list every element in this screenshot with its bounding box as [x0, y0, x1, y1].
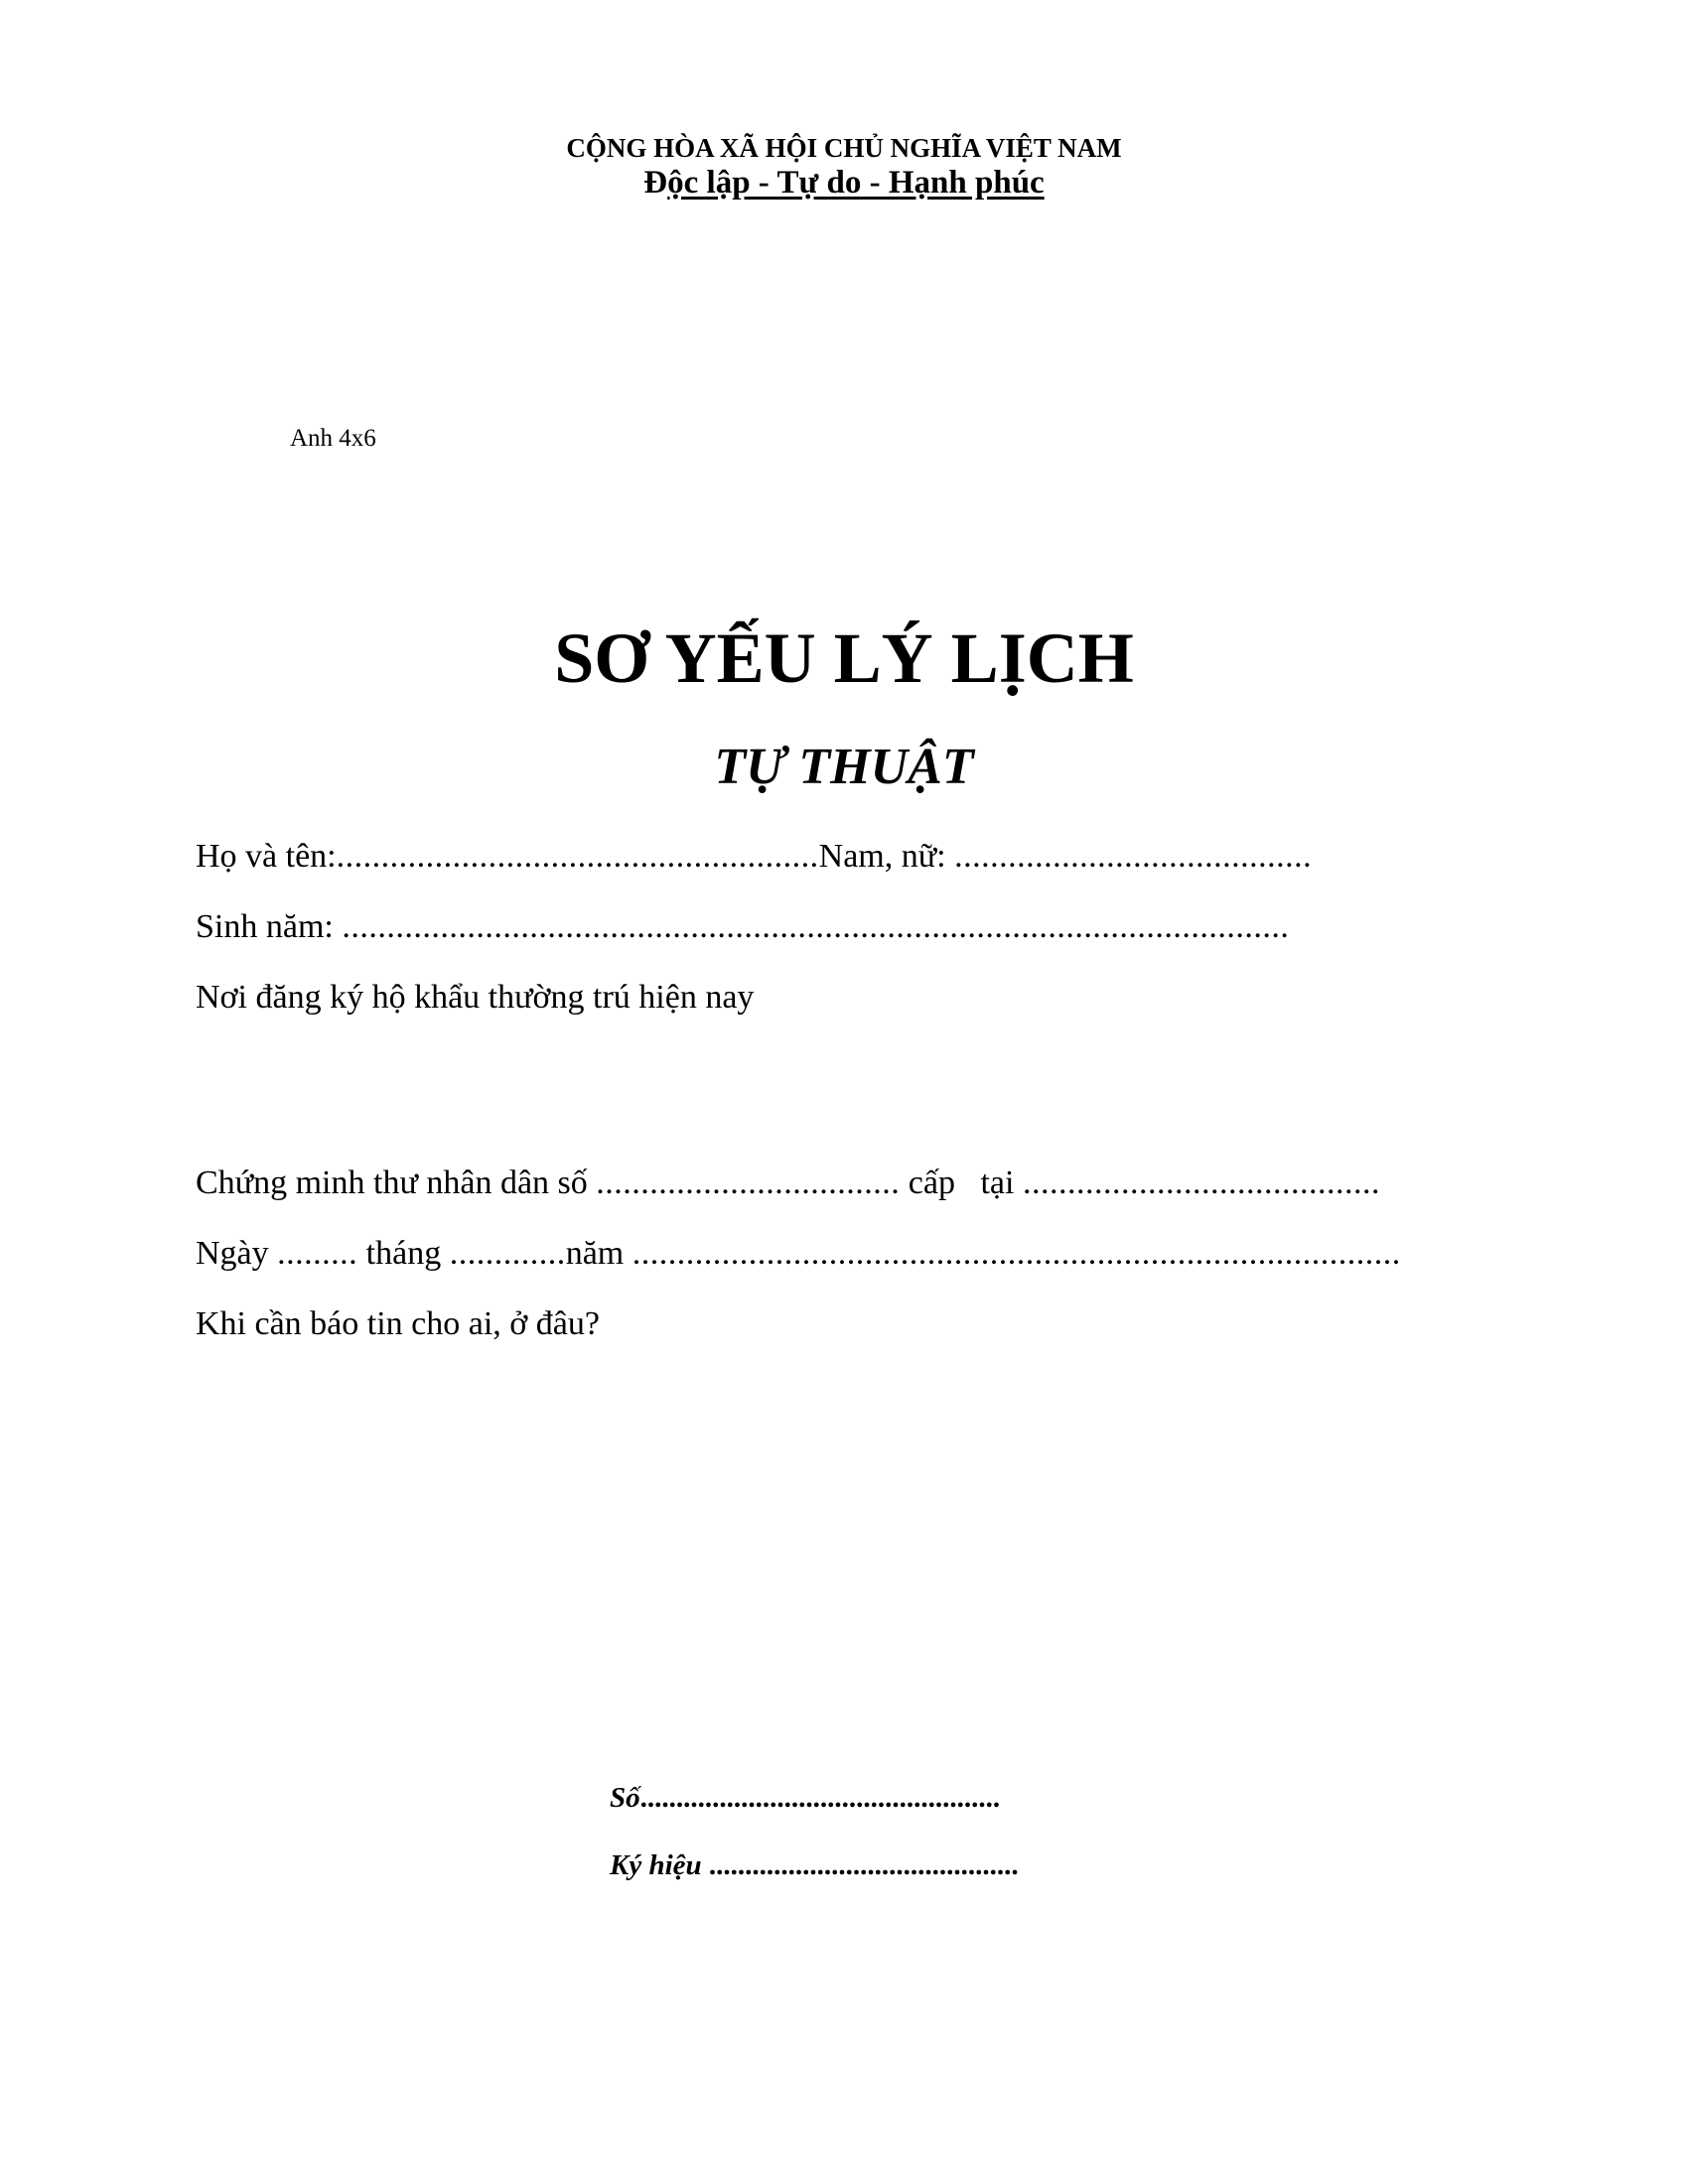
id-number-field[interactable]: ..................................	[596, 1164, 901, 1201]
day-field[interactable]: .........	[277, 1235, 358, 1272]
month-label: tháng	[357, 1235, 450, 1272]
name-line	[196, 837, 1312, 877]
issued-label: cấp tại	[900, 1164, 1023, 1201]
gender-field[interactable]: ........................................	[954, 838, 1313, 875]
name-label: Họ và tên:	[196, 838, 337, 875]
number-field[interactable]: ..................................................	[639, 1782, 1001, 1814]
motto-heading	[0, 165, 1688, 202]
symbol-field[interactable]: ...........................................	[701, 1849, 1019, 1881]
year-field[interactable]: ......................................................................................	[632, 1235, 1401, 1272]
id-line	[196, 1163, 1380, 1203]
contact-line	[196, 1304, 600, 1344]
document-number-line	[610, 1782, 1000, 1815]
id-label: Chứng minh thư nhân dân số	[196, 1164, 597, 1201]
year-label: năm	[565, 1235, 633, 1272]
name-field[interactable]: ......................................................	[336, 838, 819, 875]
date-line	[196, 1234, 1401, 1274]
issued-place-field[interactable]: ........................................	[1022, 1164, 1380, 1201]
motto-lead: Đ	[643, 165, 668, 201]
month-field[interactable]: .............	[449, 1235, 566, 1272]
document-subtitle: TỰ THUẬT	[714, 739, 974, 795]
number-label: Số	[610, 1782, 640, 1814]
document-symbol-line	[610, 1849, 1019, 1882]
day-label: Ngày	[196, 1235, 278, 1272]
birth-label: Sinh năm:	[196, 908, 343, 945]
birth-line	[196, 907, 1289, 947]
symbol-label: Ký hiệu	[610, 1849, 702, 1881]
birth-field[interactable]: ..........................................................................................................	[342, 908, 1290, 945]
residence-label: Nơi đăng ký hộ khẩu thường trú hiện nay	[196, 979, 755, 1016]
motto-rest: ộc lập - Tự do - Hạnh phúc	[667, 165, 1045, 201]
document-title: SƠ YẾU LÝ LỊCH	[554, 618, 1134, 698]
residence-line	[196, 978, 754, 1018]
gender-label: Nam, nữ:	[818, 838, 946, 875]
photo-placeholder-label: Anh 4x6	[290, 425, 376, 452]
contact-label: Khi cần báo tin cho ai, ở đâu?	[196, 1305, 600, 1342]
nation-heading: CỘNG HÒA XÃ HỘI CHỦ NGHĨA VIỆT NAM	[566, 133, 1122, 163]
